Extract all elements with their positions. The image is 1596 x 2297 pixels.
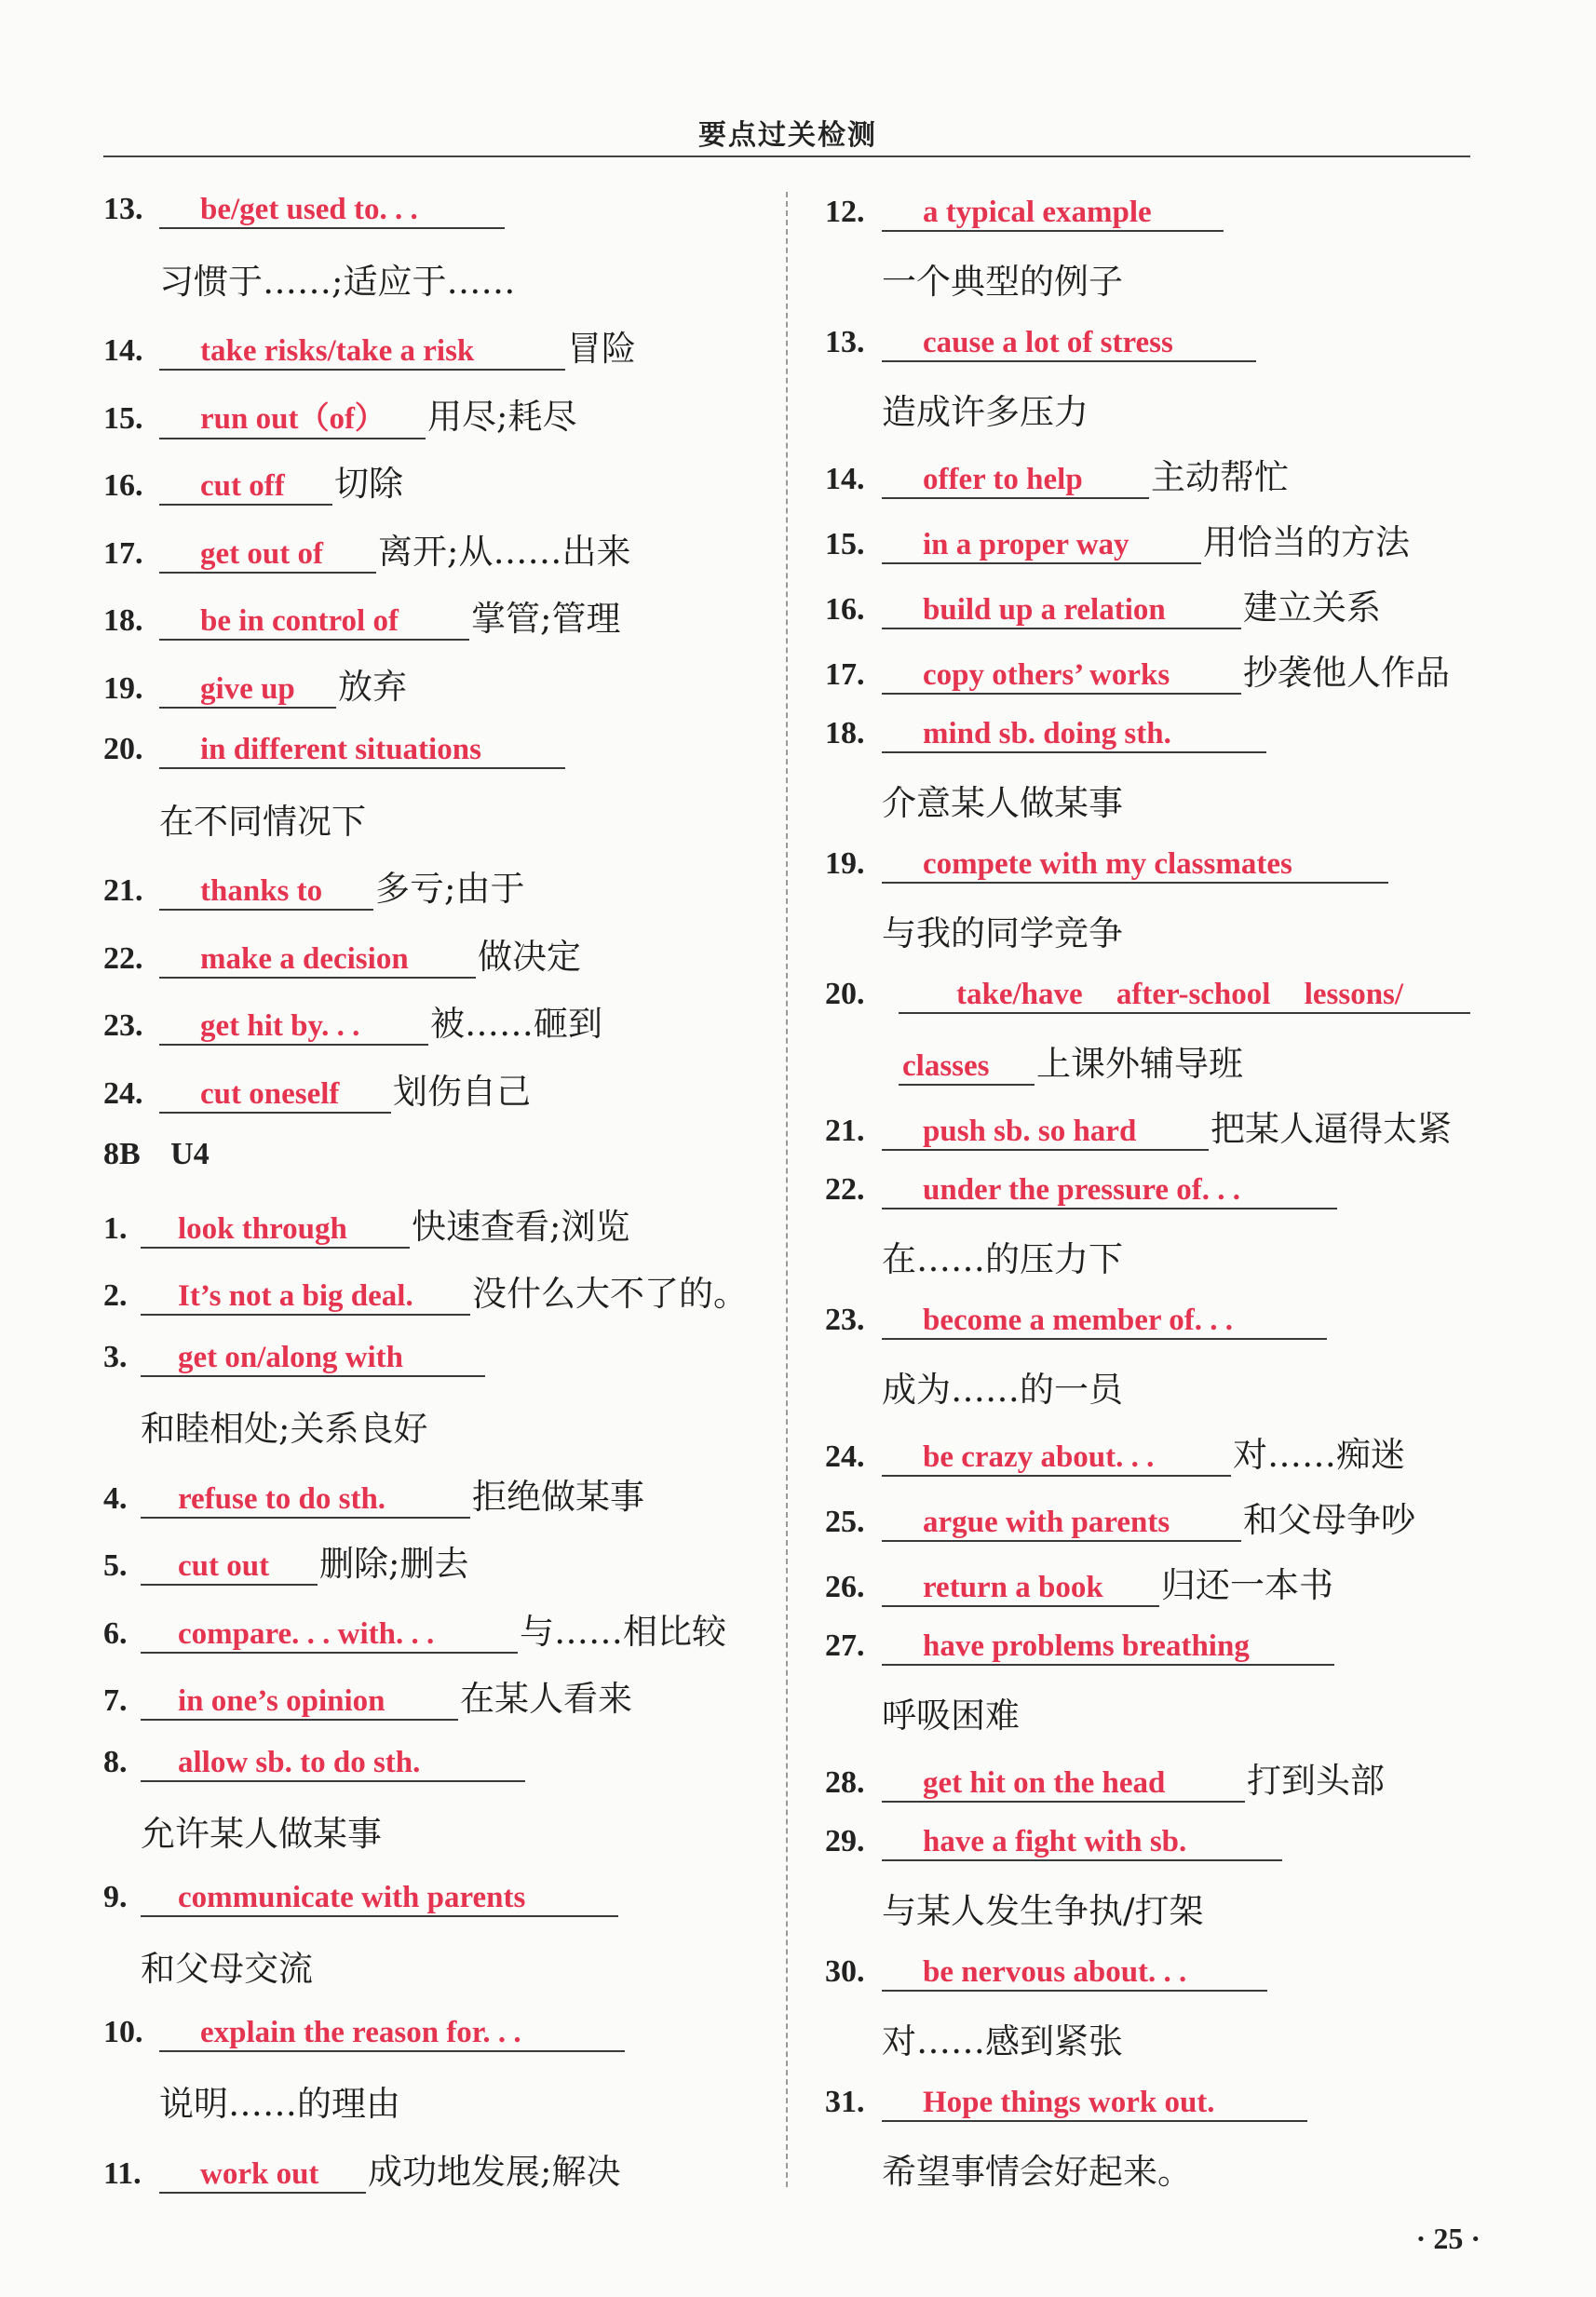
item-row	[825, 966, 1477, 1032]
answer-blank: give up	[159, 672, 336, 709]
meaning-text: 划伤自己	[393, 1071, 531, 1112]
left-column	[103, 181, 774, 2206]
page-header-title: 要点过关检测	[698, 119, 877, 152]
answer-blank: have a fight with sb.	[882, 1825, 1282, 1861]
answer-blank: It’s not a big deal.	[141, 1279, 470, 1316]
item-number: 16.	[825, 592, 865, 627]
meaning-text: 主动帮忙	[1151, 457, 1289, 497]
item-number: 15.	[103, 400, 143, 436]
meaning-text: 造成许多压力	[882, 392, 1089, 432]
item-number: 28.	[825, 1765, 865, 1800]
item-number: 13.	[103, 192, 143, 226]
item-number: 15.	[825, 527, 865, 561]
item-number: 7.	[103, 1683, 128, 1718]
answer-blank: copy others’ works	[882, 658, 1241, 695]
answer-blank: cut oneself	[159, 1077, 391, 1114]
answer-blank: in one’s opinion	[141, 1684, 458, 1721]
item-row	[103, 654, 774, 722]
meaning-line	[825, 771, 1477, 836]
item-number: 17.	[825, 657, 865, 692]
item-number: 16.	[103, 468, 143, 503]
answer-blank: run out（of）	[159, 394, 426, 439]
answer-blank: argue with parents	[882, 1506, 1241, 1542]
section-heading-row	[103, 1126, 774, 1194]
meaning-text: 放弃	[338, 666, 407, 707]
answer-blank: get hit on the head	[882, 1766, 1245, 1803]
answer-blank: explain the reason for. . .	[159, 2016, 625, 2052]
answer-blank: a typical example	[882, 196, 1224, 232]
answer-blank: offer to help	[882, 463, 1149, 499]
item-row	[825, 706, 1477, 771]
meaning-text: 拒绝做某事	[472, 1476, 644, 1517]
item-number: 9.	[103, 1879, 128, 1914]
item-row	[825, 510, 1477, 575]
item-row	[825, 315, 1477, 380]
section-title: 8B U4	[103, 1137, 210, 1171]
meaning-text: 允许某人做某事	[141, 1814, 382, 1854]
answer-blank: under the pressure of. . .	[882, 1173, 1337, 1209]
meaning-text: 一个典型的例子	[882, 262, 1123, 302]
meaning-line	[825, 1227, 1477, 1292]
item-row	[825, 1553, 1477, 1618]
item-number: 20.	[825, 977, 865, 1011]
meaning-line	[825, 1358, 1477, 1423]
meaning-line	[103, 1396, 774, 1464]
answer-blank: get hit by. . .	[159, 1009, 428, 1046]
item-row	[103, 1329, 774, 1397]
item-number: 24.	[825, 1439, 865, 1474]
meaning-text: 用尽;耗尽	[427, 396, 577, 437]
meaning-line	[103, 1801, 774, 1869]
item-row	[825, 1618, 1477, 1683]
meaning-text: 和父母交流	[141, 1949, 313, 1989]
item-number: 12.	[825, 195, 865, 229]
meaning-text: 抄袭他人作品	[1243, 653, 1450, 693]
item-row	[103, 1531, 774, 1599]
item-number: 13.	[825, 325, 865, 359]
item-row	[825, 1097, 1477, 1162]
item-number: 14.	[825, 462, 865, 496]
meaning-text: 被……砸到	[430, 1004, 602, 1044]
item-number: 14.	[103, 333, 143, 368]
meaning-line	[103, 789, 774, 857]
item-row	[825, 1944, 1477, 2009]
answer-blank: mind sb. doing sth.	[882, 717, 1266, 753]
item-row	[103, 1464, 774, 1532]
answer-blank: push sb. so hard	[882, 1115, 1209, 1151]
answer-blank: be nervous about. . .	[882, 1955, 1267, 1992]
answer-blank: build up a relation	[882, 593, 1241, 629]
answer-blank: be crazy about. . .	[882, 1440, 1231, 1477]
item-row	[103, 384, 774, 452]
answer-blank: return a book	[882, 1571, 1159, 1607]
item-row	[103, 1194, 774, 1262]
item-row	[103, 1261, 774, 1329]
answer-blank: thanks to	[159, 874, 373, 911]
item-row	[825, 1749, 1477, 1814]
meaning-line	[825, 380, 1477, 445]
item-number: 24.	[103, 1075, 143, 1111]
item-number: 26.	[825, 1570, 865, 1604]
item-row	[103, 1869, 774, 1937]
item-row	[825, 575, 1477, 641]
meaning-line	[103, 1936, 774, 2004]
answer-blank: communicate with parents	[141, 1881, 618, 1917]
answer-blank: work out	[159, 2157, 366, 2194]
answer-blank: make a decision	[159, 942, 476, 979]
meaning-line	[825, 2009, 1477, 2074]
item-row	[825, 1814, 1477, 1879]
item-row	[825, 1423, 1477, 1488]
item-number: 4.	[103, 1480, 128, 1516]
meaning-text: 切除	[334, 464, 403, 504]
item-row	[103, 991, 774, 1059]
meaning-text: 掌管;管理	[471, 599, 621, 639]
meaning-text: 在不同情况下	[159, 801, 366, 842]
meaning-text: 呼吸困难	[882, 1696, 1020, 1736]
item-row	[103, 856, 774, 924]
item-number: 5.	[103, 1548, 128, 1583]
item-number: 30.	[825, 1954, 865, 1989]
answer-blank-continuation: classes	[899, 1049, 1035, 1086]
meaning-text: 在某人看来	[460, 1679, 632, 1719]
item-number: 20.	[103, 732, 143, 766]
item-row	[103, 316, 774, 384]
item-row	[825, 836, 1477, 901]
answer-blank: allow sb. to do sth.	[141, 1746, 525, 1782]
item-row	[103, 924, 774, 992]
item-row	[103, 1734, 774, 1802]
meaning-text: 与我的同学竞争	[882, 913, 1123, 953]
meaning-text: 离开;从……出来	[378, 531, 631, 572]
item-number: 22.	[103, 940, 143, 976]
item-row	[103, 586, 774, 654]
answer-blank: take risks/take a risk	[159, 334, 565, 371]
item-number: 23.	[103, 1008, 143, 1043]
meaning-text: 归还一本书	[1161, 1565, 1333, 1605]
answer-blank: refuse to do sth.	[141, 1482, 470, 1519]
item-row	[825, 445, 1477, 510]
item-row	[103, 519, 774, 587]
meaning-text: 和睦相处;关系良好	[141, 1409, 428, 1449]
answer-blank: compare. . . with. . .	[141, 1617, 518, 1654]
item-row	[103, 1599, 774, 1667]
answer-blank: cause a lot of stress	[882, 326, 1256, 362]
item-number: 18.	[825, 716, 865, 750]
item-number: 22.	[825, 1172, 865, 1207]
item-row	[103, 2004, 774, 2072]
meaning-text: 与……相比较	[520, 1611, 726, 1652]
item-number: 23.	[825, 1303, 865, 1337]
answer-blank: be/get used to. . .	[159, 193, 505, 229]
item-number: 6.	[103, 1615, 128, 1651]
meaning-text: 希望事情会好起来。	[882, 2152, 1192, 2192]
item-number: 11.	[103, 2155, 142, 2191]
answer-blank: be in control of	[159, 604, 469, 641]
answer-blank: take/have after-school lessons/	[899, 978, 1470, 1014]
item-number: 21.	[825, 1114, 865, 1148]
meaning-line	[825, 901, 1477, 966]
item-row	[825, 1162, 1477, 1227]
item-row	[825, 2074, 1477, 2140]
item-row	[825, 1292, 1477, 1358]
item-row	[103, 451, 774, 519]
item-row	[103, 721, 774, 789]
answer-blank: compete with my classmates	[882, 847, 1388, 884]
answer-continuation-line	[825, 1032, 1477, 1097]
answer-blank: cut out	[141, 1549, 318, 1586]
meaning-text: 冒险	[567, 329, 636, 369]
meaning-text: 用恰当的方法	[1203, 522, 1410, 562]
item-row	[825, 1488, 1477, 1553]
meaning-text: 对……感到紧张	[882, 2021, 1123, 2061]
item-number: 10.	[103, 2014, 143, 2049]
right-column	[825, 184, 1477, 2205]
meaning-line	[103, 249, 774, 317]
answer-blank: get on/along with	[141, 1341, 485, 1377]
meaning-text: 删除;删去	[319, 1544, 469, 1584]
item-row	[103, 2139, 774, 2207]
meaning-text: 成功地发展;解决	[368, 2151, 621, 2192]
meaning-text: 快速查看;浏览	[412, 1206, 630, 1247]
meaning-text: 在……的压力下	[882, 1239, 1123, 1279]
item-number: 1.	[103, 1210, 128, 1246]
item-number: 25.	[825, 1505, 865, 1539]
item-number: 19.	[825, 846, 865, 881]
answer-blank: look through	[141, 1212, 410, 1249]
meaning-text: 说明……的理由	[159, 2084, 400, 2124]
answer-blank: become a member of. . .	[882, 1304, 1327, 1340]
column-divider	[786, 192, 788, 2187]
meaning-text: 多亏;由于	[375, 869, 525, 909]
item-number: 19.	[103, 670, 143, 706]
item-number: 27.	[825, 1628, 865, 1663]
meaning-text: 介意某人做某事	[882, 783, 1123, 823]
meaning-text: 与某人发生争执/打架	[882, 1891, 1204, 1931]
item-number: 31.	[825, 2085, 865, 2119]
item-number: 3.	[103, 1339, 128, 1374]
meaning-line	[825, 2140, 1477, 2205]
meaning-text: 习惯于……;适应于……	[159, 261, 516, 302]
meaning-line	[825, 1683, 1477, 1749]
meaning-text: 成为……的一员	[882, 1370, 1123, 1410]
meaning-text: 做决定	[478, 936, 581, 977]
item-row	[825, 641, 1477, 706]
answer-blank: in different situations	[159, 733, 565, 769]
answer-blank: Hope things work out.	[882, 2086, 1307, 2122]
meaning-text: 和父母争吵	[1243, 1500, 1415, 1540]
item-number: 21.	[103, 873, 143, 908]
meaning-text: 建立关系	[1243, 588, 1381, 628]
item-number: 18.	[103, 603, 143, 638]
item-number: 29.	[825, 1824, 865, 1858]
item-number: 17.	[103, 535, 143, 571]
meaning-text: 把某人逼得太紧	[1211, 1109, 1452, 1149]
item-row	[825, 184, 1477, 250]
answer-blank: cut off	[159, 469, 332, 506]
answer-blank: have problems breathing	[882, 1629, 1334, 1666]
item-row	[103, 1666, 774, 1734]
item-number: 8.	[103, 1744, 128, 1779]
answer-blank: in a proper way	[882, 528, 1201, 564]
meaning-text: 没什么大不了的。	[472, 1274, 748, 1314]
page-number: · 25 ·	[1415, 2222, 1481, 2255]
item-row	[103, 181, 774, 249]
meaning-line	[825, 250, 1477, 315]
meaning-line	[825, 1879, 1477, 1944]
meaning-text: 打到头部	[1247, 1761, 1385, 1801]
meaning-text: 对……痴迷	[1233, 1435, 1405, 1475]
answer-blank: get out of	[159, 537, 376, 574]
header-rule	[103, 155, 1470, 157]
item-number: 2.	[103, 1278, 128, 1313]
item-row	[103, 1059, 774, 1127]
meaning-line	[103, 2071, 774, 2139]
meaning-text: 上课外辅导班	[1036, 1044, 1243, 1084]
